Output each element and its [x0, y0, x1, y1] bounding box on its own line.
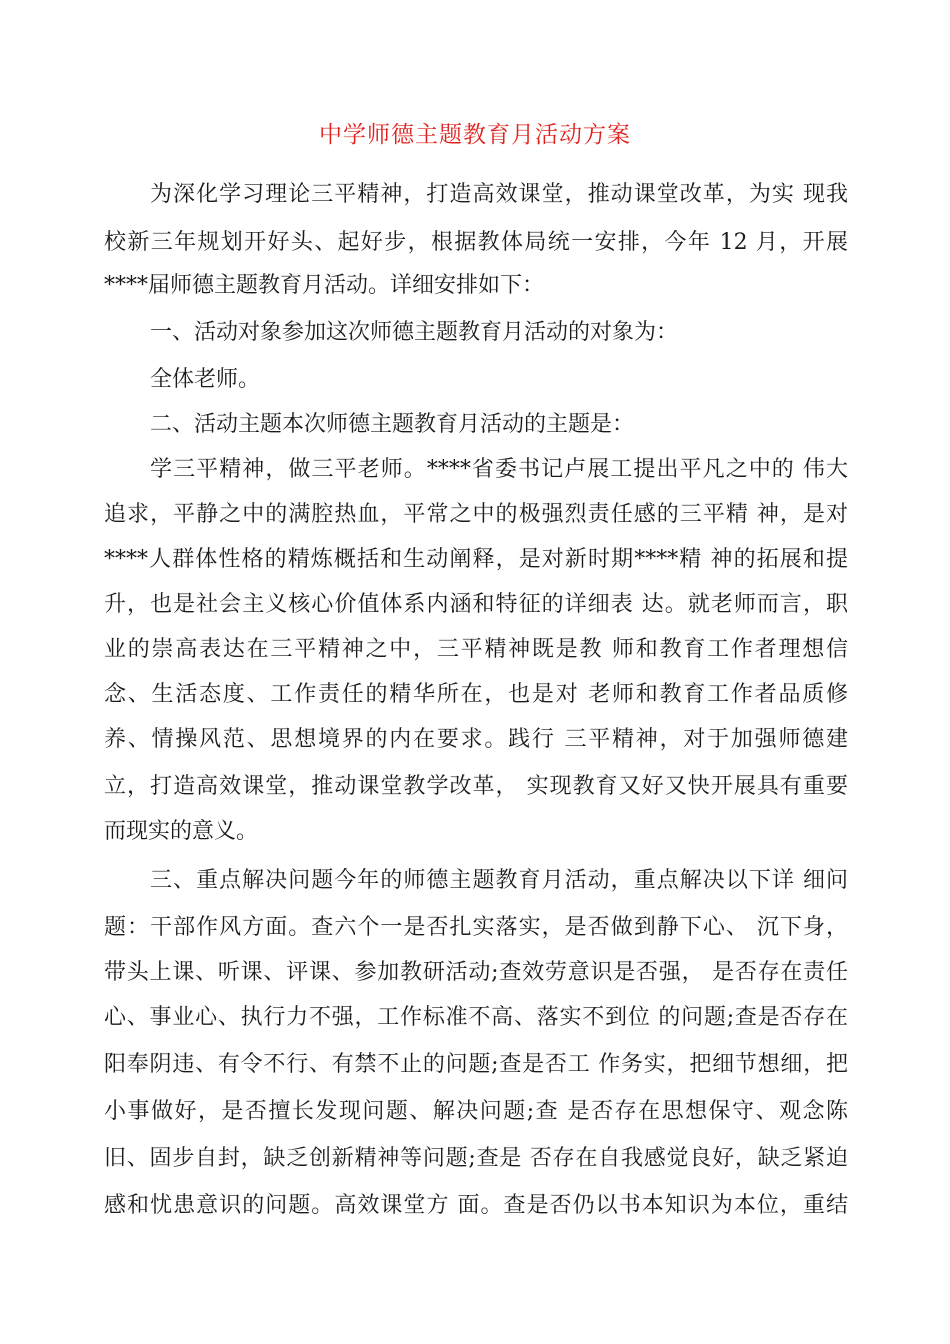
body-line: 心、事业心、执行力不强，工作标准不高、落实不到位 的问题;查是否存在: [104, 1005, 848, 1030]
body-line: 感和忧患意识的问题。高效课堂方 面。查是否仍以书本知识为本位，重结: [104, 1193, 848, 1218]
body-line: ****届师德主题教育月活动。详细安排如下：: [104, 273, 545, 298]
body-line: 校新三年规划开好头、起好步，根据教体局统一安排，今年 12 月，开展: [104, 230, 848, 255]
body-line: 而现实的意义。: [104, 819, 259, 844]
body-line: 念、生活态度、工作责任的精华所在，也是对 老师和教育工作者品质修: [104, 682, 848, 707]
body-line: 为深化学习理论三平精神，打造高效课堂，推动课堂改革，为实 现我: [150, 182, 848, 207]
body-line: 小事做好，是否擅长发现问题、解决问题;查 是否存在思想保守、观念陈: [104, 1099, 848, 1124]
body-line: ****人群体性格的精炼概括和生动阐释，是对新时期****精 神的拓展和提: [104, 547, 848, 572]
body-line: 全体老师。: [150, 367, 261, 392]
body-line: 升，也是社会主义核心价值体系内涵和特征的详细表 达。就老师而言，职: [104, 592, 848, 617]
document-title: 中学师德主题教育月活动方案: [319, 122, 631, 148]
body-line: 立，打造高效课堂，推动课堂教学改革， 实现教育又好又快开展具有重要: [104, 774, 848, 799]
body-line: 阳奉阴违、有令不行、有禁不止的问题;查是否工 作务实，把细节想细，把: [104, 1052, 848, 1077]
body-line: 带头上课、听课、评课、参加教研活动;查效劳意识是否强， 是否存在责任: [104, 960, 848, 985]
body-line: 旧、固步自封，缺乏创新精神等问题;查是 否存在自我感觉良好，缺乏紧迫: [104, 1146, 848, 1171]
body-line: 题：干部作风方面。查六个一是否扎实落实，是否做到静下心、 沉下身，: [104, 915, 848, 940]
body-line: 养、情操风范、思想境界的内在要求。践行 三平精神，对于加强师德建: [104, 727, 848, 752]
body-line: 学三平精神，做三平老师。****省委书记卢展工提出平凡之中的 伟大: [150, 457, 848, 482]
body-line: 一、活动对象参加这次师德主题教育月活动的对象为：: [150, 320, 679, 345]
body-line: 追求，平静之中的满腔热血，平常之中的极强烈责任感的三平精 神，是对: [104, 502, 848, 527]
body-line: 二、活动主题本次师德主题教育月活动的主题是：: [150, 412, 635, 437]
body-line: 三、重点解决问题今年的师德主题教育月活动，重点解决以下详 细问: [150, 868, 848, 893]
body-line: 业的崇高表达在三平精神之中，三平精神既是教 师和教育工作者理想信: [104, 637, 848, 662]
